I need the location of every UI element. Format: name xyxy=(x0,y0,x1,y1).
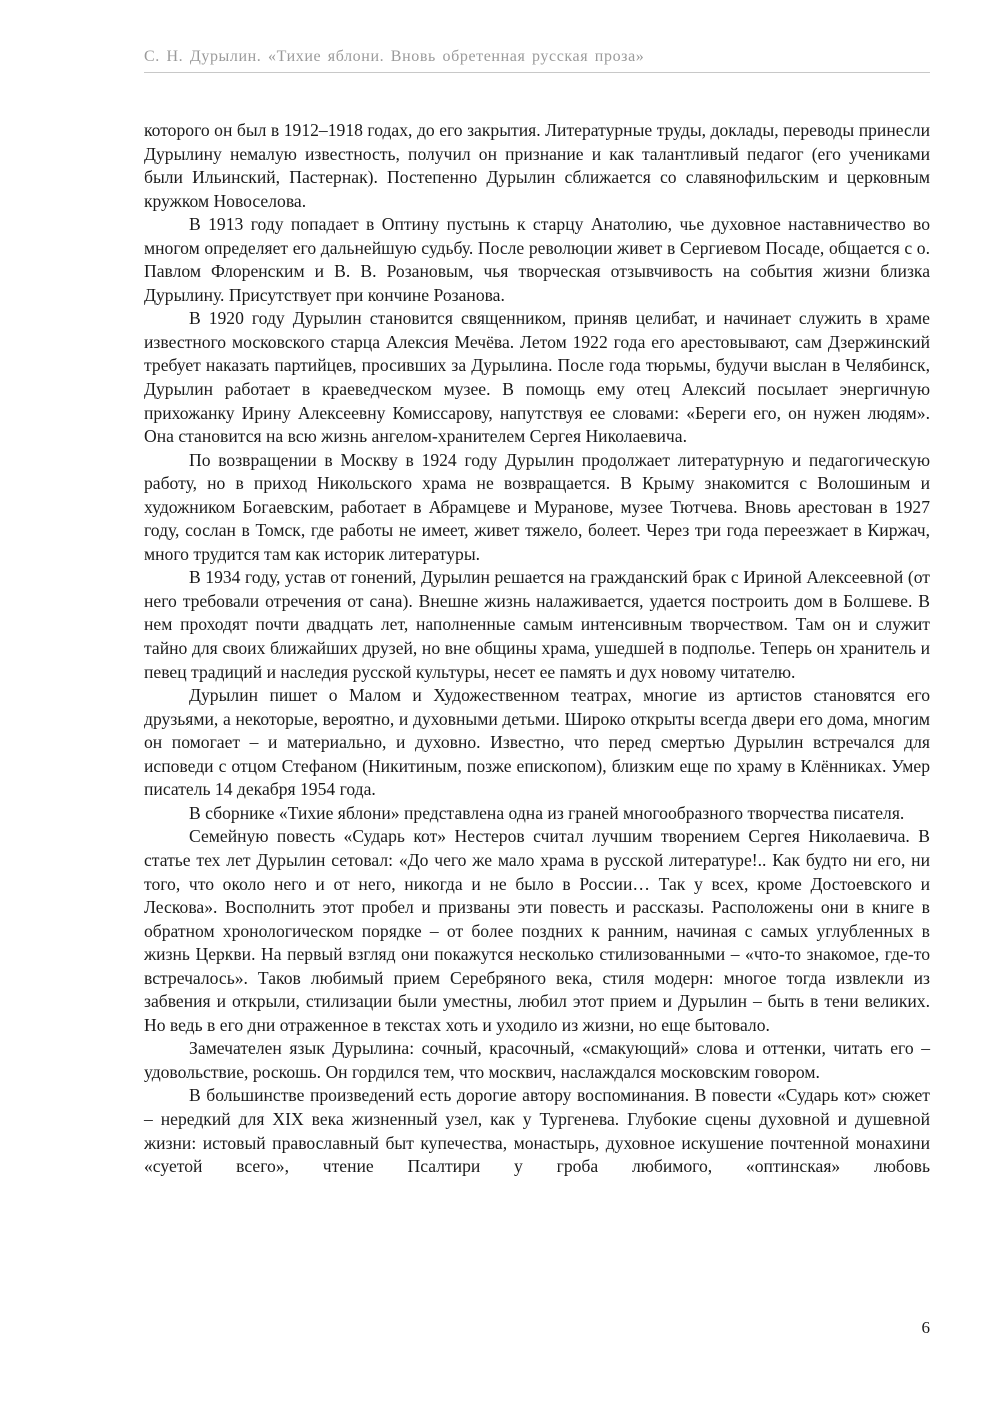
page-number: 6 xyxy=(921,1318,930,1337)
body-text xyxy=(144,119,930,1179)
paragraph: В сборнике «Тихие яблони» представлена одна из граней многообразного творчества писателя. xyxy=(189,802,905,823)
paragraph: которого он был в 1912–1918 годах, до его закрытия. Литературные труды, доклады, переводы принесли Дурылину немалую известность, получил он признание и как талантливый педагог (его учениками были Ильинский, Пастернак). Постепенно Дурылин сближается со славянофильским и церковным кружком Новоселова. xyxy=(144,120,930,211)
running-head: С. Н. Дурылин. «Тихие яблони. Вновь обретенная русская проза» xyxy=(144,48,645,65)
paragraph: В 1913 году попадает в Оптину пустынь к старцу Анатолию, чье духовное наставничество во многом определяет его дальнейшую судьбу. После революции живет в Сергиевом Посаде, общается с о. Павлом Флоренским и В. В. Розановым, чья творческая отзывчивость на события жизни близка Дурылину. Присутствует при кончине Розанова. xyxy=(144,214,930,305)
paragraph: В 1934 году, устав от гонений, Дурылин решается на гражданский брак с Ириной Алексеевной (от него требовали отречения от сана). Внешне жизнь налаживается, удается построить дом в Болшеве. В нем проходят почти двадцать лет, наполненные самым интенсивным творчеством. Там он и служит тайно для своих ближайших друзей, но вне общины храма, ушедшей в подполье. Теперь он хранитель и певец традиций и наследия русской культуры, несет ее память и дух новому читателю. xyxy=(144,567,930,682)
paragraph: В большинстве произведений есть дорогие автору воспоминания. В повести «Сударь кот» сюжет – нередкий для XIX века жизненный узел, как у Тургенева. Глубокие сцены духовной и душевной жизни: истовый православный быт купечества, монастырь, духовное искушение почтенной монахини «суетой всего», чтение Псалтири у гроба любимого, «оптинская» любовь xyxy=(144,1085,930,1177)
paragraph: Семейную повесть «Сударь кот» Нестеров считал лучшим творением Сергея Николаевича. В статье тех лет Дурылин сетовал: «До чего же мало храма в русской литературе!.. Как будто ни его, ни того, что около него и от него, никогда и не было в России… Так у всех, кроме Достоевского и Лескова». Восполнить этот пробел и призваны эти повесть и рассказы. Расположены они в книге в обратном хронологическом порядке – от более поздних к ранним, начиная с самых углубленных в жизнь Церкви. На первый взгляд они покажутся несколько стилизованными – «что-то знакомое, где-то встречалось». Таков любимый прием Серебряного века, стиля модерн: многое тогда извлекли из забвения и открыли, стилизации были уместны, любил этот прием и Дурылин – быть в тени великих. Но ведь в его дни отраженное в текстах хоть и уходило из жизни, но еще бытовало. xyxy=(144,826,930,1035)
paragraph: По возвращении в Москву в 1924 году Дурылин продолжает литературную и педагогическую работу, но в приход Никольского храма не возвращается. В Крыму знакомится с Волошиным и художником Богаевским, работает в Абрамцеве и Муранове, музее Тютчева. Вновь арестован в 1927 году, сослан в Томск, где работы не имеет, живет тяжело, болеет. Через три года переезжает в Киржач, много трудится там как историк литературы. xyxy=(144,449,930,564)
paragraph: Дурылин пишет о Малом и Художественном театрах, многие из артистов становятся его друзьями, а некоторые, вероятно, и духовными детьми. Широко открыты всегда двери его дома, многим он помогает – и материально, и духовно. Известно, что перед смертью Дурылин встречался для исповеди с отцом Стефаном (Никитиным, позже епископом), близким еще по храму в Клённиках. Умер писатель 14 декабря 1954 года. xyxy=(144,685,930,800)
paragraph: Замечателен язык Дурылина: сочный, красочный, «смакующий» слова и оттенки, читать его – удовольствие, роскошь. Он гордился тем, что москвич, наслаждался московским говором. xyxy=(144,1038,930,1082)
header-rule xyxy=(144,72,930,73)
paragraph: В 1920 году Дурылин становится священником, приняв целибат, и начинает служить в храме известного московского старца Алексия Мечёва. Летом 1922 года его арестовывают, сам Дзержинский требует наказать партийцев, просивших за Дурылина. После года тюрьмы, будучи выслан в Челябинск, Дурылин работает в краеведческом музее. В помощь ему отец Алексий посылает энергичную прихожанку Ирину Алексеевну Комиссарову, напутствуя ее словами: «Береги его, он нужен людям». Она становится на всю жизнь ангелом-хранителем Сергея Николаевича. xyxy=(144,308,930,447)
